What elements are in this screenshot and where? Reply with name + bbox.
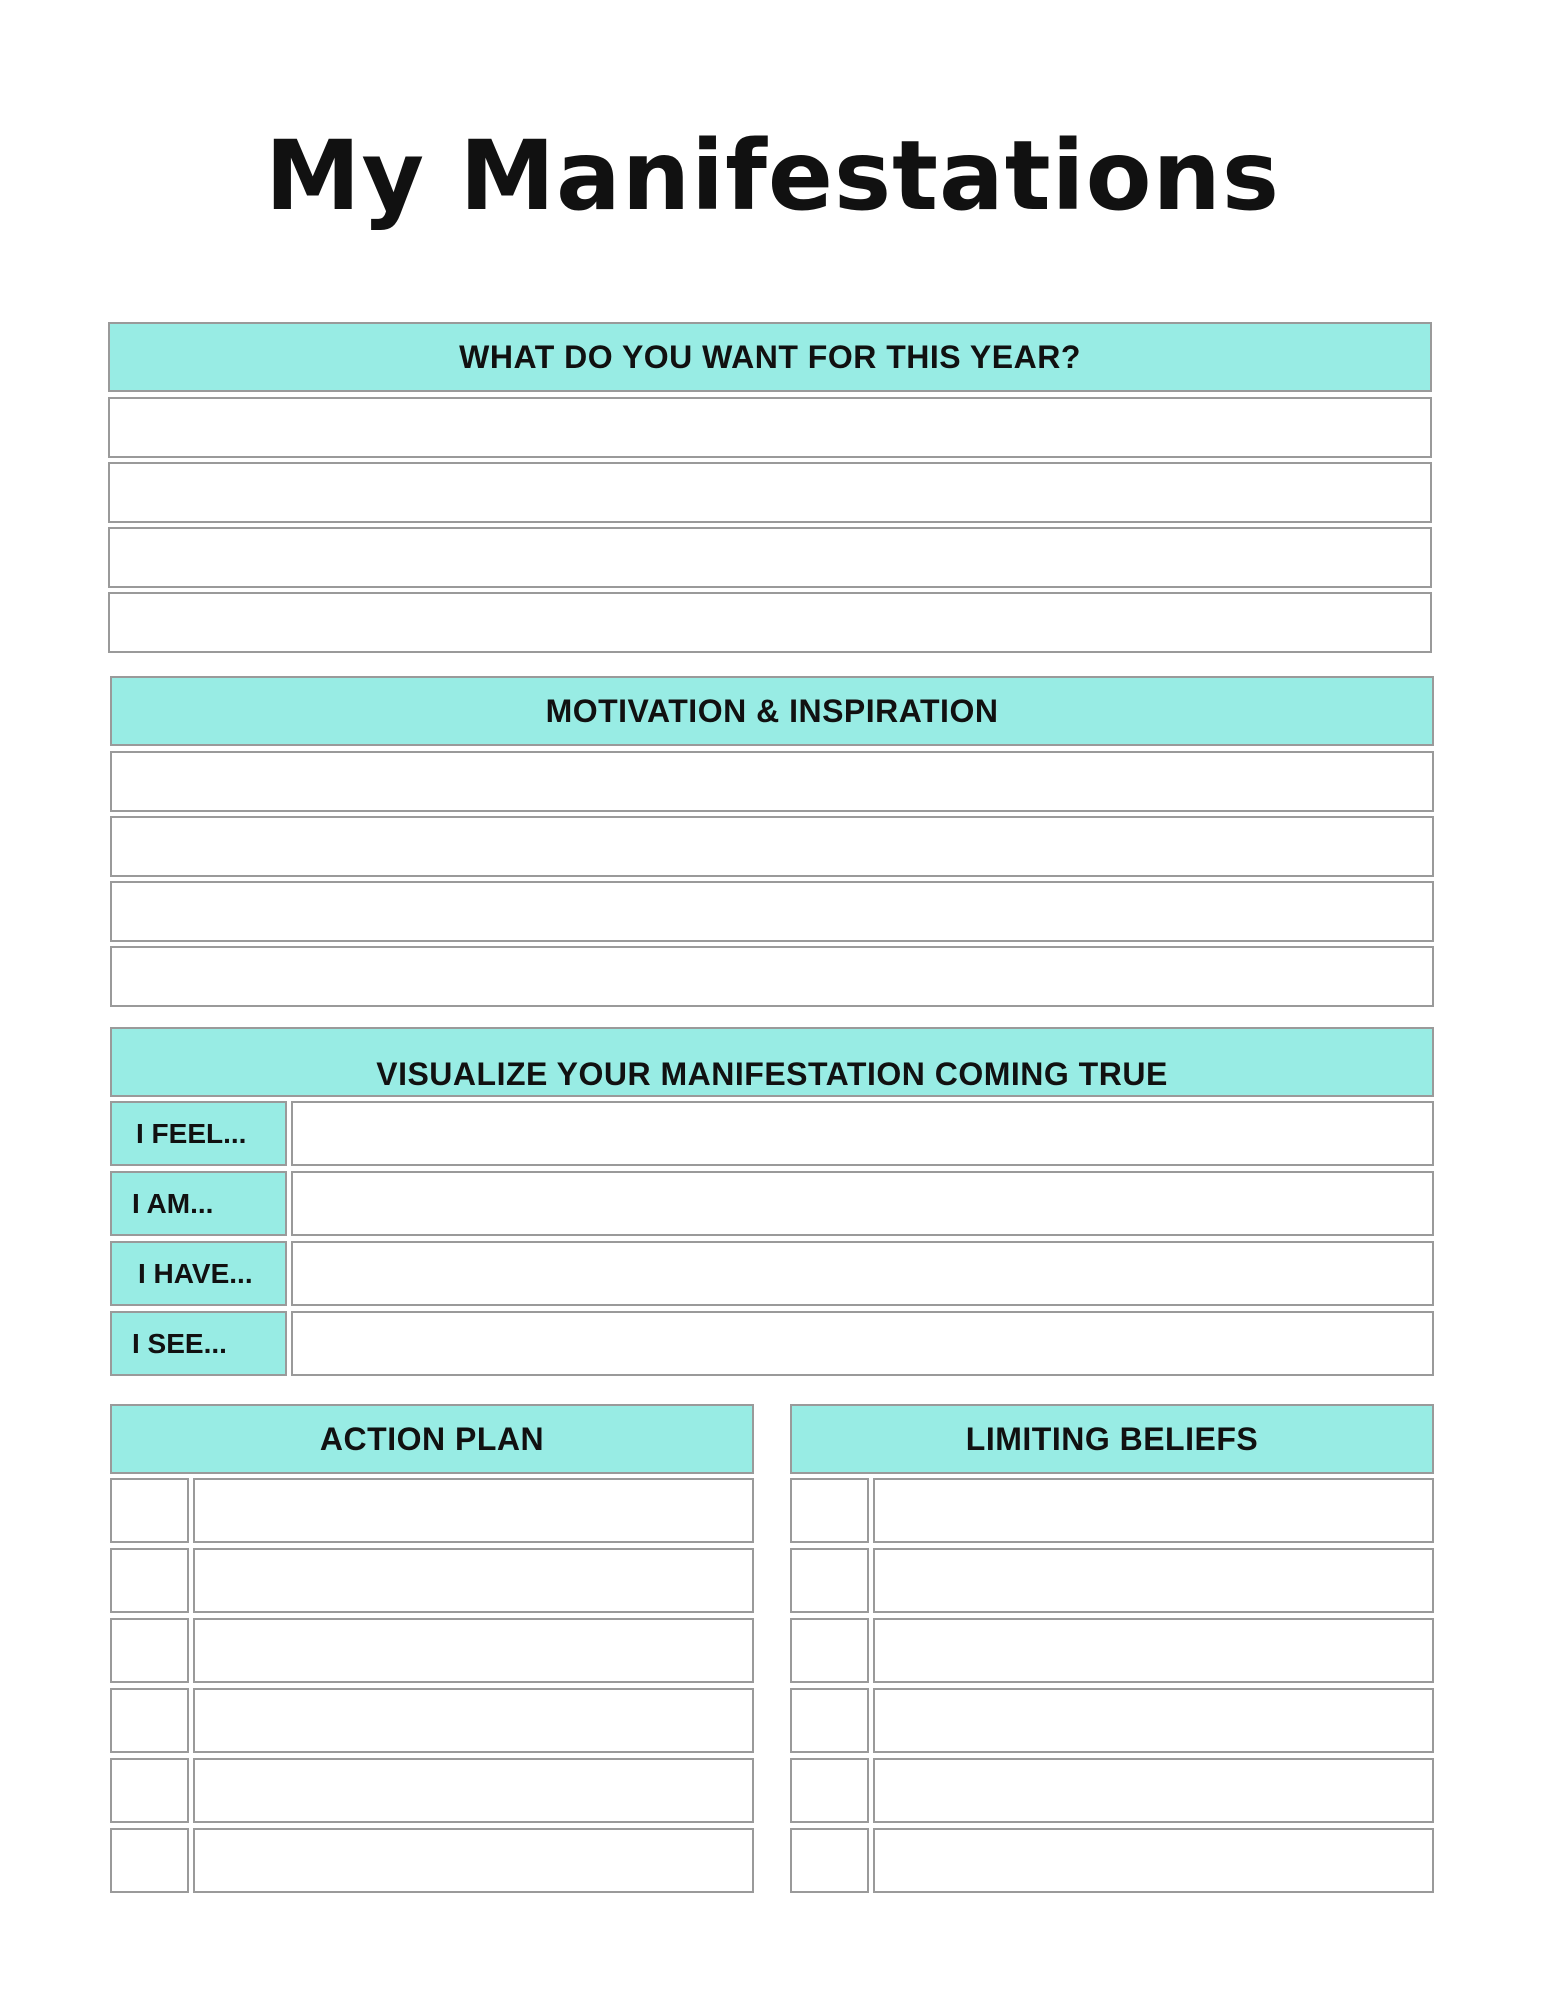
visualize-section-header (110, 1027, 1434, 1097)
want-entry-line[interactable] (108, 462, 1432, 523)
limiting-belief-entry-field[interactable] (873, 1618, 1434, 1683)
want-section-header (108, 322, 1432, 392)
prompt-label-text: I HAVE... (138, 1257, 253, 1289)
limiting-belief-entry-field[interactable] (873, 1828, 1434, 1893)
action-plan-header (110, 1404, 754, 1474)
prompt-label-i-have (110, 1241, 287, 1306)
motivation-section-header (110, 676, 1434, 746)
prompt-label-text: I AM... (132, 1187, 214, 1219)
limiting-belief-checkbox-cell[interactable] (790, 1828, 869, 1893)
page-title: My Manifestations (264, 120, 1280, 232)
limiting-belief-checkbox-cell[interactable] (790, 1548, 869, 1613)
i-feel-field[interactable] (291, 1101, 1434, 1166)
i-see-field[interactable] (291, 1311, 1434, 1376)
prompt-label-text: I SEE... (132, 1327, 227, 1359)
action-plan-checkbox-cell[interactable] (110, 1548, 189, 1613)
action-plan-entry-field[interactable] (193, 1828, 754, 1893)
action-plan-header-text: ACTION PLAN (319, 1420, 545, 1457)
limiting-belief-entry-field[interactable] (873, 1548, 1434, 1613)
want-entry-line[interactable] (108, 592, 1432, 653)
action-plan-entry-field[interactable] (193, 1618, 754, 1683)
motivation-header-text: MOTIVATION & INSPIRATION (545, 692, 999, 729)
action-plan-checkbox-cell[interactable] (110, 1478, 189, 1543)
motivation-entry-line[interactable] (110, 946, 1434, 1007)
visualize-header-text: VISUALIZE YOUR MANIFESTATION COMING TRUE (376, 1056, 1168, 1092)
action-plan-entry-field[interactable] (193, 1478, 754, 1543)
limiting-belief-checkbox-cell[interactable] (790, 1758, 869, 1823)
prompt-label-i-am (110, 1171, 287, 1236)
prompt-label-i-feel (110, 1101, 287, 1166)
want-entry-line[interactable] (108, 527, 1432, 588)
action-plan-checkbox-cell[interactable] (110, 1828, 189, 1893)
action-plan-checkbox-cell[interactable] (110, 1688, 189, 1753)
limiting-beliefs-header-text: LIMITING BELIEFS (965, 1420, 1259, 1457)
action-plan-checkbox-cell[interactable] (110, 1758, 189, 1823)
limiting-belief-entry-field[interactable] (873, 1758, 1434, 1823)
action-plan-entry-field[interactable] (193, 1548, 754, 1613)
limiting-belief-entry-field[interactable] (873, 1478, 1434, 1543)
limiting-belief-entry-field[interactable] (873, 1688, 1434, 1753)
prompt-label-i-see (110, 1311, 287, 1376)
limiting-beliefs-header (790, 1404, 1434, 1474)
motivation-entry-line[interactable] (110, 751, 1434, 812)
i-am-field[interactable] (291, 1171, 1434, 1236)
action-plan-checkbox-cell[interactable] (110, 1618, 189, 1683)
i-have-field[interactable] (291, 1241, 1434, 1306)
limiting-belief-checkbox-cell[interactable] (790, 1688, 869, 1753)
limiting-belief-checkbox-cell[interactable] (790, 1618, 869, 1683)
motivation-entry-line[interactable] (110, 816, 1434, 877)
want-header-text: WHAT DO YOU WANT FOR THIS YEAR? (459, 338, 1081, 375)
action-plan-entry-field[interactable] (193, 1758, 754, 1823)
action-plan-entry-field[interactable] (193, 1688, 754, 1753)
want-entry-line[interactable] (108, 397, 1432, 458)
prompt-label-text: I FEEL... (136, 1117, 247, 1149)
limiting-belief-checkbox-cell[interactable] (790, 1478, 869, 1543)
motivation-entry-line[interactable] (110, 881, 1434, 942)
